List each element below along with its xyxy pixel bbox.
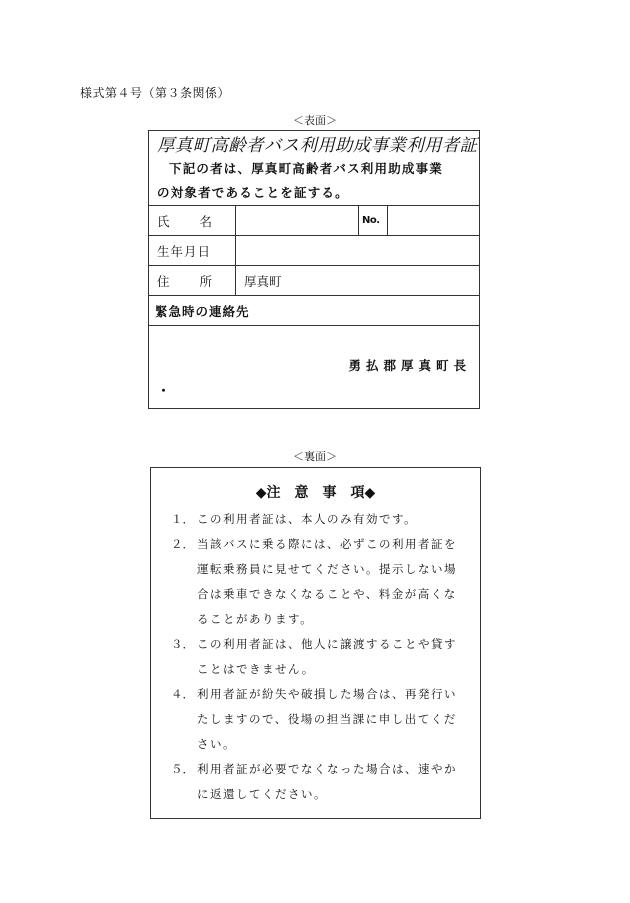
form-number: 様式第４号（第３条関係） xyxy=(80,86,231,100)
notice-item-text: この利用者証は、他人に譲渡することや貸すことはできません。 xyxy=(197,637,457,676)
notice-item xyxy=(171,532,466,632)
notice-item xyxy=(171,507,466,532)
notice-item-text: 利用者証が紛失や破損した場合は、再発行いたしますので、役場の担当課に申し出てください。 xyxy=(197,687,457,751)
emergency-contact-label: 緊急時の連絡先 xyxy=(149,296,479,326)
notice-item xyxy=(171,682,466,757)
notice-box xyxy=(150,467,481,819)
name-label-char-1: 氏 xyxy=(157,213,171,229)
name-label-char-2: 名 xyxy=(199,213,213,229)
address-row xyxy=(149,266,479,296)
issuer-name: 勇払郡厚真町長 xyxy=(348,358,471,373)
card-description xyxy=(157,157,473,205)
notice-item xyxy=(171,757,466,807)
address-label-char-1: 住 xyxy=(157,273,171,289)
name-field[interactable] xyxy=(236,206,358,235)
notice-item-text: この利用者証は、本人のみ有効です。 xyxy=(197,512,418,526)
user-certificate-card xyxy=(148,130,480,409)
notice-item-text: 利用者証が必要でなくなった場合は、速やかに返還してください。 xyxy=(197,762,457,801)
notice-item-number: ４． xyxy=(171,687,194,701)
emergency-contact-area[interactable] xyxy=(149,326,479,408)
notice-title: ◆注 意 事 項◆ xyxy=(255,485,376,501)
notice-item-number: ２． xyxy=(171,537,194,551)
notice-list xyxy=(151,507,480,807)
address-field[interactable]: 厚真町 xyxy=(244,273,282,289)
description-line-2: の対象者であることを証する。 xyxy=(157,185,349,200)
address-label xyxy=(149,266,236,295)
notice-item-number: ５． xyxy=(171,762,194,776)
card-header xyxy=(149,131,479,206)
address-label-char-2: 所 xyxy=(199,273,213,289)
number-label: No. xyxy=(358,206,388,235)
notice-item-number: ３． xyxy=(171,637,194,651)
birthdate-row xyxy=(149,236,479,266)
card-title: 厚真町高齢者バス利用助成事業利用者証 xyxy=(157,136,478,156)
notice-item xyxy=(171,632,466,682)
description-line-1: 下記の者は、厚真町高齢者バス利用助成事業 xyxy=(169,161,444,176)
number-field[interactable] xyxy=(388,206,479,235)
notice-item-text: 当該バスに乗る際には、必ずこの利用者証を運転乗務員に見せてください。提示しない場合は乗車できなくなることや、料金が高くなることがあります。 xyxy=(197,537,457,626)
notice-item-number: １． xyxy=(171,512,194,526)
birthdate-label: 生年月日 xyxy=(149,236,236,265)
seal-mark: ・ xyxy=(157,384,171,399)
name-label xyxy=(149,206,236,235)
name-row xyxy=(149,206,479,236)
birthdate-field[interactable] xyxy=(236,236,479,265)
back-side-label: ＜裏面＞ xyxy=(293,450,337,463)
front-side-label: ＜表面＞ xyxy=(293,114,337,127)
